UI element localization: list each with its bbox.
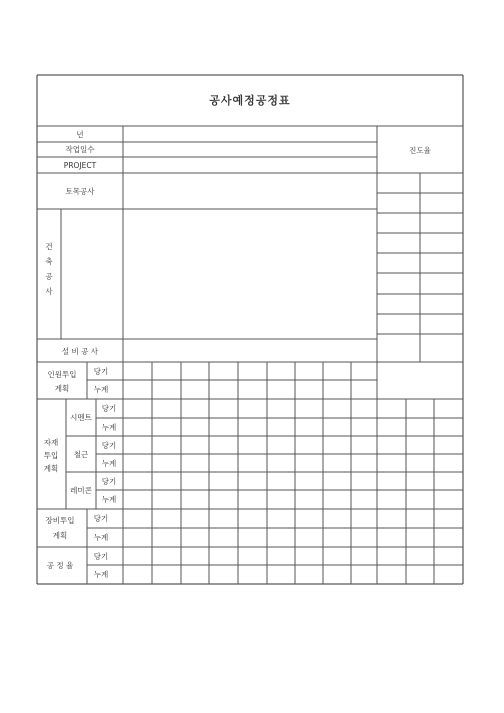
svg-text:계획: 계획 xyxy=(54,384,70,393)
rebar-current-label: 당기 xyxy=(101,441,117,450)
cement-label: 시멘트 xyxy=(70,413,92,422)
cement-current-label: 당기 xyxy=(101,404,117,413)
svg-text:계획: 계획 xyxy=(52,531,68,540)
completion-current-label: 당기 xyxy=(93,552,109,561)
svg-text:사: 사 xyxy=(45,287,53,296)
svg-text:계획: 계획 xyxy=(43,464,59,473)
equipment-work-label: 설 비 공 사 xyxy=(61,347,99,356)
remicon-label: 레미콘 xyxy=(70,486,92,495)
completion-rate-label: 공 정 율 xyxy=(46,561,74,570)
svg-text:장비투입: 장비투입 xyxy=(45,516,75,525)
rebar-label: 철근 xyxy=(73,450,89,459)
progress-rate-label: 진도율 xyxy=(409,146,431,155)
sheet-title: 공사예정공정표 xyxy=(209,94,291,107)
rebar-cumulative-label: 누계 xyxy=(101,459,117,468)
svg-text:인원투입: 인원투입 xyxy=(47,370,77,379)
svg-text:투입: 투입 xyxy=(43,451,59,460)
svg-text:공: 공 xyxy=(45,272,53,281)
column-dividers xyxy=(61,126,434,584)
project-label: PROJECT xyxy=(63,161,97,170)
manpower-cumulative-label: 누계 xyxy=(93,385,109,394)
year-label: 년 xyxy=(76,130,84,139)
manpower-plan-label xyxy=(48,369,77,393)
completion-cumulative-label: 누계 xyxy=(93,570,109,579)
manpower-current-label: 당기 xyxy=(93,367,109,376)
svg-text:자재: 자재 xyxy=(43,438,59,447)
work-days-label: 작업일수 xyxy=(65,145,95,154)
svg-text:축: 축 xyxy=(45,257,53,266)
remicon-cumulative-label: 누계 xyxy=(101,495,117,504)
remicon-current-label: 당기 xyxy=(101,477,117,486)
building-work-label xyxy=(45,241,53,296)
cement-cumulative-label: 누계 xyxy=(101,423,117,432)
equipment-current-label: 당기 xyxy=(93,514,109,523)
equipment-cumulative-label: 누계 xyxy=(93,533,109,542)
equipment-plan-label xyxy=(46,515,75,540)
civil-work-label: 토목공사 xyxy=(65,187,95,196)
svg-text:건: 건 xyxy=(45,242,53,251)
material-plan-label xyxy=(44,437,59,473)
table-frame xyxy=(37,75,463,584)
